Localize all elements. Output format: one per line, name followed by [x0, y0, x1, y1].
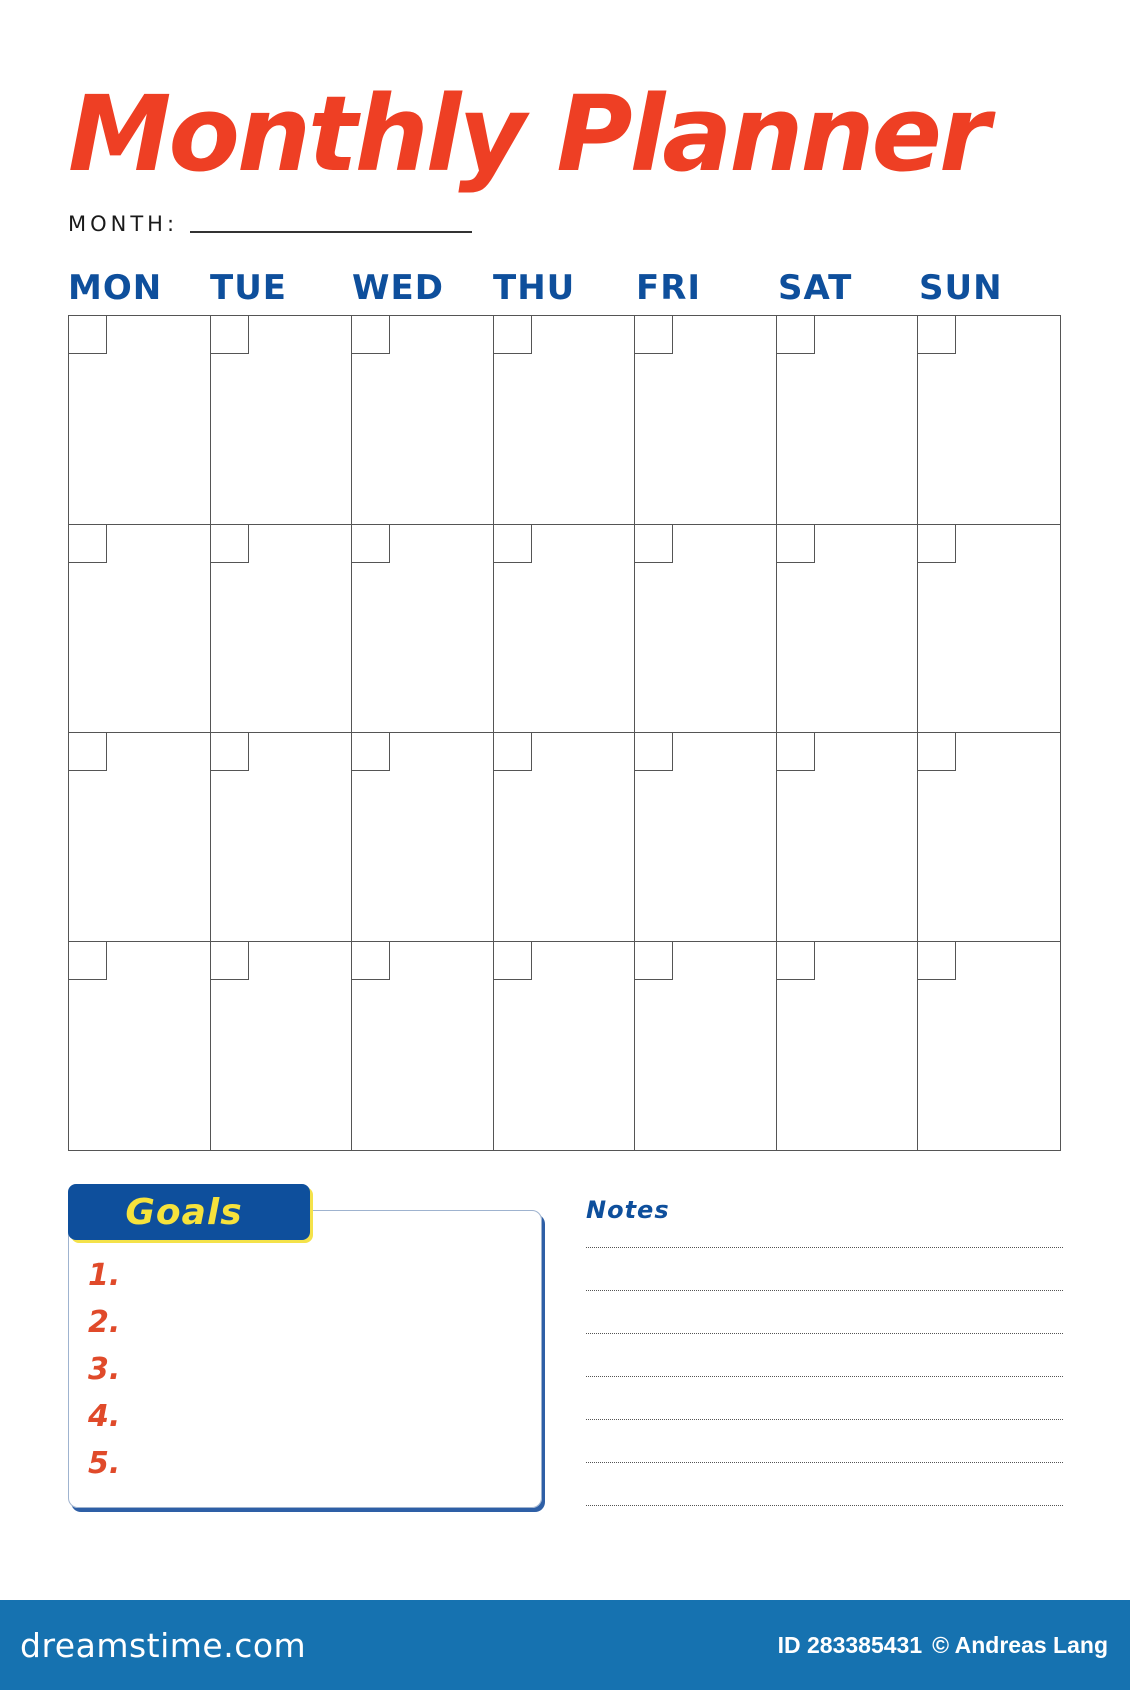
note-line[interactable] — [586, 1419, 1063, 1420]
day-cell-tue[interactable] — [211, 733, 353, 942]
goals-title: Goals — [125, 1191, 243, 1233]
date-number-box[interactable] — [211, 525, 249, 563]
day-label-sun: SUN — [919, 268, 1003, 308]
month-input-line[interactable] — [190, 231, 472, 233]
month-label: MONTH: — [68, 212, 179, 236]
day-cell-sat[interactable] — [777, 525, 919, 734]
date-number-box[interactable] — [352, 942, 390, 980]
day-cell-wed[interactable] — [352, 942, 494, 1151]
footer-bar — [0, 1600, 1130, 1690]
date-number-box[interactable] — [918, 525, 956, 563]
day-cell-mon[interactable] — [69, 525, 211, 734]
date-number-box[interactable] — [494, 316, 532, 354]
day-label-mon: MON — [68, 268, 163, 308]
day-label-tue: TUE — [210, 268, 288, 308]
date-number-box[interactable] — [69, 316, 107, 354]
notes-title: Notes — [586, 1196, 670, 1224]
day-cell-wed[interactable] — [352, 733, 494, 942]
goal-list — [88, 1252, 120, 1487]
note-line[interactable] — [586, 1247, 1063, 1248]
day-cell-fri[interactable] — [635, 316, 777, 525]
day-cell-mon[interactable] — [69, 733, 211, 942]
date-number-box[interactable] — [777, 942, 815, 980]
date-number-box[interactable] — [211, 316, 249, 354]
date-number-box[interactable] — [918, 316, 956, 354]
brand-logo[interactable]: dreamstime.com — [20, 1625, 307, 1665]
day-cell-sun[interactable] — [918, 942, 1060, 1151]
day-cell-sat[interactable] — [777, 316, 919, 525]
day-cell-tue[interactable] — [211, 942, 353, 1151]
day-label-fri: FRI — [636, 268, 702, 308]
date-number-box[interactable] — [918, 733, 956, 771]
date-number-box[interactable] — [494, 525, 532, 563]
note-line[interactable] — [586, 1376, 1063, 1377]
day-cell-thu[interactable] — [494, 733, 636, 942]
note-line[interactable] — [586, 1462, 1063, 1463]
day-cell-thu[interactable] — [494, 316, 636, 525]
date-number-box[interactable] — [777, 525, 815, 563]
date-number-box[interactable] — [69, 733, 107, 771]
page-title: Monthly Planner — [68, 73, 988, 195]
month-field-row — [68, 212, 472, 236]
date-number-box[interactable] — [635, 316, 673, 354]
image-credit — [778, 1632, 1108, 1659]
date-number-box[interactable] — [211, 733, 249, 771]
day-cell-thu[interactable] — [494, 525, 636, 734]
goal-item[interactable]: 3. — [88, 1352, 121, 1387]
date-number-box[interactable] — [777, 733, 815, 771]
goal-item[interactable]: 4. — [88, 1399, 121, 1434]
note-line[interactable] — [586, 1333, 1063, 1334]
date-number-box[interactable] — [352, 525, 390, 563]
date-number-box[interactable] — [635, 942, 673, 980]
date-number-box[interactable] — [635, 733, 673, 771]
date-number-box[interactable] — [777, 316, 815, 354]
weekday-header — [68, 266, 1061, 310]
goal-item[interactable]: 5. — [88, 1446, 121, 1481]
day-cell-fri[interactable] — [635, 942, 777, 1151]
date-number-box[interactable] — [69, 525, 107, 563]
day-cell-thu[interactable] — [494, 942, 636, 1151]
note-line[interactable] — [586, 1505, 1063, 1506]
day-cell-tue[interactable] — [211, 525, 353, 734]
note-line[interactable] — [586, 1290, 1063, 1291]
day-cell-wed[interactable] — [352, 525, 494, 734]
day-cell-tue[interactable] — [211, 316, 353, 525]
goals-panel — [68, 1210, 542, 1508]
day-label-thu: THU — [493, 268, 576, 308]
day-cell-sat[interactable] — [777, 733, 919, 942]
day-cell-mon[interactable] — [69, 316, 211, 525]
date-number-box[interactable] — [69, 942, 107, 980]
image-id: ID 283385431 — [777, 1631, 923, 1658]
date-number-box[interactable] — [494, 733, 532, 771]
notes-lines — [586, 1247, 1063, 1548]
goal-item[interactable]: 1. — [88, 1258, 121, 1293]
date-number-box[interactable] — [918, 942, 956, 980]
date-number-box[interactable] — [494, 942, 532, 980]
date-number-box[interactable] — [352, 733, 390, 771]
day-label-wed: WED — [352, 268, 444, 308]
day-cell-sun[interactable] — [918, 316, 1060, 525]
goal-item[interactable]: 2. — [88, 1305, 121, 1340]
date-number-box[interactable] — [352, 316, 390, 354]
day-label-sat: SAT — [778, 268, 853, 308]
day-cell-sun[interactable] — [918, 733, 1060, 942]
goals-tab — [68, 1184, 310, 1240]
day-cell-sun[interactable] — [918, 525, 1060, 734]
day-cell-wed[interactable] — [352, 316, 494, 525]
calendar-grid — [68, 315, 1061, 1151]
image-author: © Andreas Lang — [932, 1631, 1108, 1658]
day-cell-fri[interactable] — [635, 525, 777, 734]
day-cell-sat[interactable] — [777, 942, 919, 1151]
day-cell-fri[interactable] — [635, 733, 777, 942]
day-cell-mon[interactable] — [69, 942, 211, 1151]
date-number-box[interactable] — [635, 525, 673, 563]
date-number-box[interactable] — [211, 942, 249, 980]
